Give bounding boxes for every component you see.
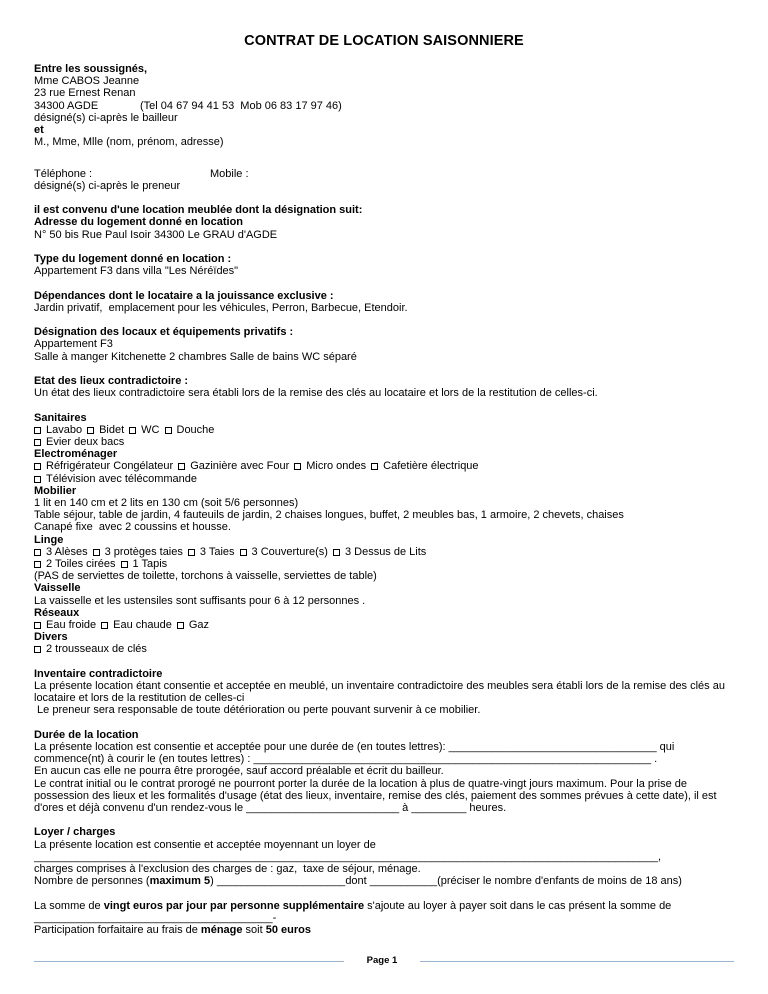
- checkbox[interactable]: [93, 549, 100, 556]
- address-text: N° 50 bis Rue Paul Isoir 34300 Le GRAU d'AGDE: [34, 228, 278, 241]
- document-title: CONTRAT DE LOCATION SAISONNIERE: [244, 33, 524, 49]
- extra-amount-blank: _______________________________________: [34, 911, 273, 924]
- checkbox[interactable]: [34, 439, 41, 446]
- checkbox-label: 3 Couverture(s): [251, 545, 328, 558]
- checkbox[interactable]: [333, 549, 340, 556]
- divers-heading: Divers: [34, 631, 68, 644]
- checkbox-label: 2 Toiles cirées: [46, 558, 116, 571]
- checkbox[interactable]: [178, 463, 185, 470]
- loyer-line4-d: (préciser le nombre d'enfants de moins de 18 ans): [437, 875, 682, 888]
- loyer-heading: Loyer / charges: [34, 826, 116, 839]
- checkbox-label: 2 trousseaux de clés: [46, 643, 147, 656]
- loyer-line5-text: La somme de: [34, 899, 104, 912]
- checkbox-label: Télévision avec télécommande: [46, 472, 198, 485]
- rdv-date-blank: _________________________: [246, 802, 400, 815]
- loyer-line4-text: Nombre de personnes (: [34, 875, 150, 888]
- type-text: Appartement F3 dans villa "Les Néréïdes": [34, 265, 239, 278]
- checkbox-row: [34, 546, 734, 558]
- duree-line1-end: qui: [656, 741, 675, 754]
- owner-street: 23 rue Ernest Renan: [34, 87, 136, 100]
- inventaire-heading: Inventaire contradictoire: [34, 667, 163, 680]
- checkbox-row: [34, 460, 734, 472]
- type-heading: Type du logement donné en location :: [34, 253, 232, 265]
- mobilier-line3: Canapé fixe avec 2 coussins et housse.: [34, 521, 231, 534]
- checkbox-label: 3 Dessus de Lits: [344, 545, 427, 558]
- checkbox-row: [34, 424, 734, 436]
- checkbox-label: Réfrigérateur Congélateur: [46, 460, 174, 473]
- designation-line1: Appartement F3: [34, 338, 113, 351]
- loyer-line6: [34, 912, 734, 924]
- checkbox[interactable]: [294, 463, 301, 470]
- rdv-hour-blank: _________: [411, 802, 467, 815]
- page-number: Page 1: [366, 955, 398, 966]
- checkbox-label: Gaz: [188, 619, 210, 632]
- loyer-line4: [34, 875, 734, 887]
- loyer-line1: La présente location est consentie et acceptée moyennant un loyer de: [34, 838, 376, 851]
- duration-blank: __________________________________: [448, 741, 657, 754]
- checkbox-label: Eau chaude: [113, 619, 172, 632]
- checkbox-label: WC: [141, 423, 160, 436]
- checkbox[interactable]: [34, 476, 41, 483]
- checkbox-row: [34, 619, 734, 631]
- phone-label: Téléphone :: [34, 167, 93, 180]
- loyer-line7-b: soit: [242, 924, 266, 937]
- vaisselle-text: La vaisselle et les ustensiles sont suffisants pour 6 à 12 personnes .: [34, 594, 366, 607]
- checkbox-label: 3 Alèses: [46, 545, 88, 558]
- loyer-line2-end: ,: [658, 850, 662, 863]
- loyer-line4-b: ): [210, 875, 217, 888]
- checkbox-row: [34, 473, 734, 485]
- menage-word: ménage: [200, 924, 243, 937]
- footer-rule-left: [34, 961, 344, 962]
- checkbox-row: [34, 436, 734, 448]
- loyer-line6-end: -: [272, 911, 277, 924]
- duree-line1: [34, 741, 734, 753]
- checkbox-label: Gazinière avec Four: [190, 460, 290, 473]
- checkbox[interactable]: [371, 463, 378, 470]
- owner-role: désigné(s) ci-après le bailleur: [34, 111, 178, 124]
- checkbox-row: [34, 643, 734, 655]
- agreement-heading: il est convenu d'une location meublée dont la désignation suit:: [34, 204, 363, 217]
- mobilier-line2: Table séjour, table de jardin, 4 fauteuils de jardin, 2 chaises longues, buffet, 2 meubles bas, 1 armoire, 2 chevets, chaises: [34, 509, 624, 522]
- loyer-line7-text: Participation forfaitaire au frais de: [34, 924, 201, 937]
- reseaux-heading: Réseaux: [34, 606, 80, 619]
- inventaire-text1: La présente location étant consentie et acceptée en meublé, un inventaire contradictoire des meubles sera établi lors de la remise des clés au locataire et lors de la restitution de celles-ci: [34, 680, 725, 705]
- owner-phones: (Tel 04 67 94 41 53 Mob 06 83 17 97 46): [140, 99, 342, 112]
- mobilier-heading: Mobilier: [34, 484, 77, 497]
- checkbox[interactable]: [240, 549, 247, 556]
- checkbox-label: Bidet: [99, 423, 125, 436]
- checkbox[interactable]: [34, 622, 41, 629]
- checkbox-label: 1 Tapis: [132, 558, 168, 571]
- checkbox[interactable]: [177, 622, 184, 629]
- duree-line4: [34, 778, 734, 815]
- checkbox[interactable]: [34, 427, 41, 434]
- loyer-line7: [34, 924, 734, 936]
- checkbox[interactable]: [87, 427, 94, 434]
- extra-person-fee: vingt euros par jour par personne supplémentaire: [103, 899, 365, 912]
- linge-note: (PAS de serviettes de toilette, torchons à vaisselle, serviettes de table): [34, 570, 377, 583]
- persons-blank: _____________________: [216, 875, 346, 888]
- duree-line2: [34, 753, 734, 765]
- checkbox[interactable]: [165, 427, 172, 434]
- owner-name: Mme CABOS Jeanne: [34, 75, 140, 88]
- inventaire-text2: Le preneur sera responsable de toute détérioration ou perte pouvant survenir à ce mobilier.: [34, 704, 481, 717]
- mobile-label: Mobile :: [210, 167, 249, 180]
- children-blank: ___________: [369, 875, 438, 888]
- dependances-heading: Dépendances dont le locataire a la jouissance exclusive :: [34, 289, 334, 302]
- designation-heading: Désignation des locaux et équipements privatifs :: [34, 326, 294, 339]
- owner-city: 34300 AGDE: [34, 99, 99, 112]
- owner-address-line: [34, 100, 734, 112]
- parties-heading: Entre les soussignés,: [34, 63, 148, 75]
- electro-heading: Electroménager: [34, 448, 118, 461]
- loyer-line5: [34, 900, 734, 912]
- sanitaires-heading: Sanitaires: [34, 411, 87, 424]
- duree-line1-text: La présente location est consentie et acceptée pour une durée de (en toutes lettres):: [34, 741, 449, 754]
- page-footer: [34, 954, 734, 968]
- checkbox-label: 3 protèges taies: [104, 545, 183, 558]
- max-persons: maximum 5: [149, 875, 211, 888]
- checkbox[interactable]: [34, 463, 41, 470]
- etat-heading: Etat des lieux contradictoire :: [34, 374, 189, 387]
- checkbox-row: [34, 558, 734, 570]
- address-heading: Adresse du logement donné en location: [34, 216, 244, 229]
- linge-heading: Linge: [34, 533, 64, 546]
- duree-line2-text: commence(nt) à courir le (en toutes lettres) :: [34, 753, 254, 766]
- etat-text: Un état des lieux contradictoire sera établi lors de la remise des clés au locataire et lors de la restitution de celles-ci.: [34, 387, 598, 400]
- duree-line4-text: Le contrat initial ou le contrat prorogé ne pourront porter la durée de la location à plus de quatre-vingt jours maximum. Pour la prise de possession des lieux et les formalités d'usage (état des lieux, inventaire, remise des clés, paiement des sommes prévues à cette date), il est d'ores et déjà convenu d'un rendez-vous le: [34, 777, 717, 815]
- checkbox-label: Cafetière électrique: [383, 460, 479, 473]
- checkbox[interactable]: [188, 549, 195, 556]
- checkbox-label: Lavabo: [46, 423, 83, 436]
- checkbox-label: Micro ondes: [306, 460, 367, 473]
- checkbox[interactable]: [101, 622, 108, 629]
- loyer-line3: charges comprises à l'exclusion des charges de : gaz, taxe de séjour, ménage.: [34, 863, 421, 876]
- mobilier-line1: 1 lit en 140 cm et 2 lits en 130 cm (soit 5/6 personnes): [34, 497, 299, 509]
- duree-heading: Durée de la location: [34, 728, 139, 741]
- designation-line2: Salle à manger Kitchenette 2 chambres Salle de bains WC séparé: [34, 350, 357, 363]
- checkbox[interactable]: [34, 561, 41, 568]
- rent-amount-blank: ______________________________________________________________________________________________________: [34, 850, 659, 863]
- checkbox-label: Douche: [176, 423, 215, 436]
- loyer-line2: [34, 851, 734, 863]
- loyer-line5-b: s'ajoute au loyer à payer soit dans le cas présent la somme de: [364, 899, 672, 912]
- menage-fee: 50 euros: [265, 924, 311, 937]
- checkbox-label: 3 Taies: [199, 545, 235, 558]
- checkbox[interactable]: [129, 427, 136, 434]
- checkbox[interactable]: [34, 549, 41, 556]
- and-word: et: [34, 124, 44, 137]
- checkbox[interactable]: [34, 646, 41, 653]
- checkbox-label: Evier deux bacs: [46, 435, 125, 448]
- loyer-line4-c: dont: [345, 875, 370, 888]
- duree-line4-mid: à: [399, 802, 412, 815]
- dependances-text: Jardin privatif, emplacement pour les véhicules, Perron, Barbecue, Etendoir.: [34, 301, 408, 314]
- duree-line3: En aucun cas elle ne pourra être prorogée, sauf accord préalable et écrit du bailleur.: [34, 765, 444, 778]
- duree-line4-end: heures.: [466, 802, 507, 815]
- duree-line2-end: .: [651, 753, 658, 766]
- start-date-blank: _________________________________________________________________: [253, 753, 652, 766]
- checkbox[interactable]: [121, 561, 128, 568]
- checkbox-label: Eau froide: [46, 619, 97, 632]
- footer-rule-right: [420, 961, 734, 962]
- tenant-role: désigné(s) ci-après le preneur: [34, 179, 181, 192]
- vaisselle-heading: Vaisselle: [34, 582, 81, 595]
- tenant-prompt: M., Mme, Mlle (nom, prénom, adresse): [34, 136, 224, 149]
- document-body: [34, 63, 734, 936]
- tenant-phone-line: [34, 168, 734, 180]
